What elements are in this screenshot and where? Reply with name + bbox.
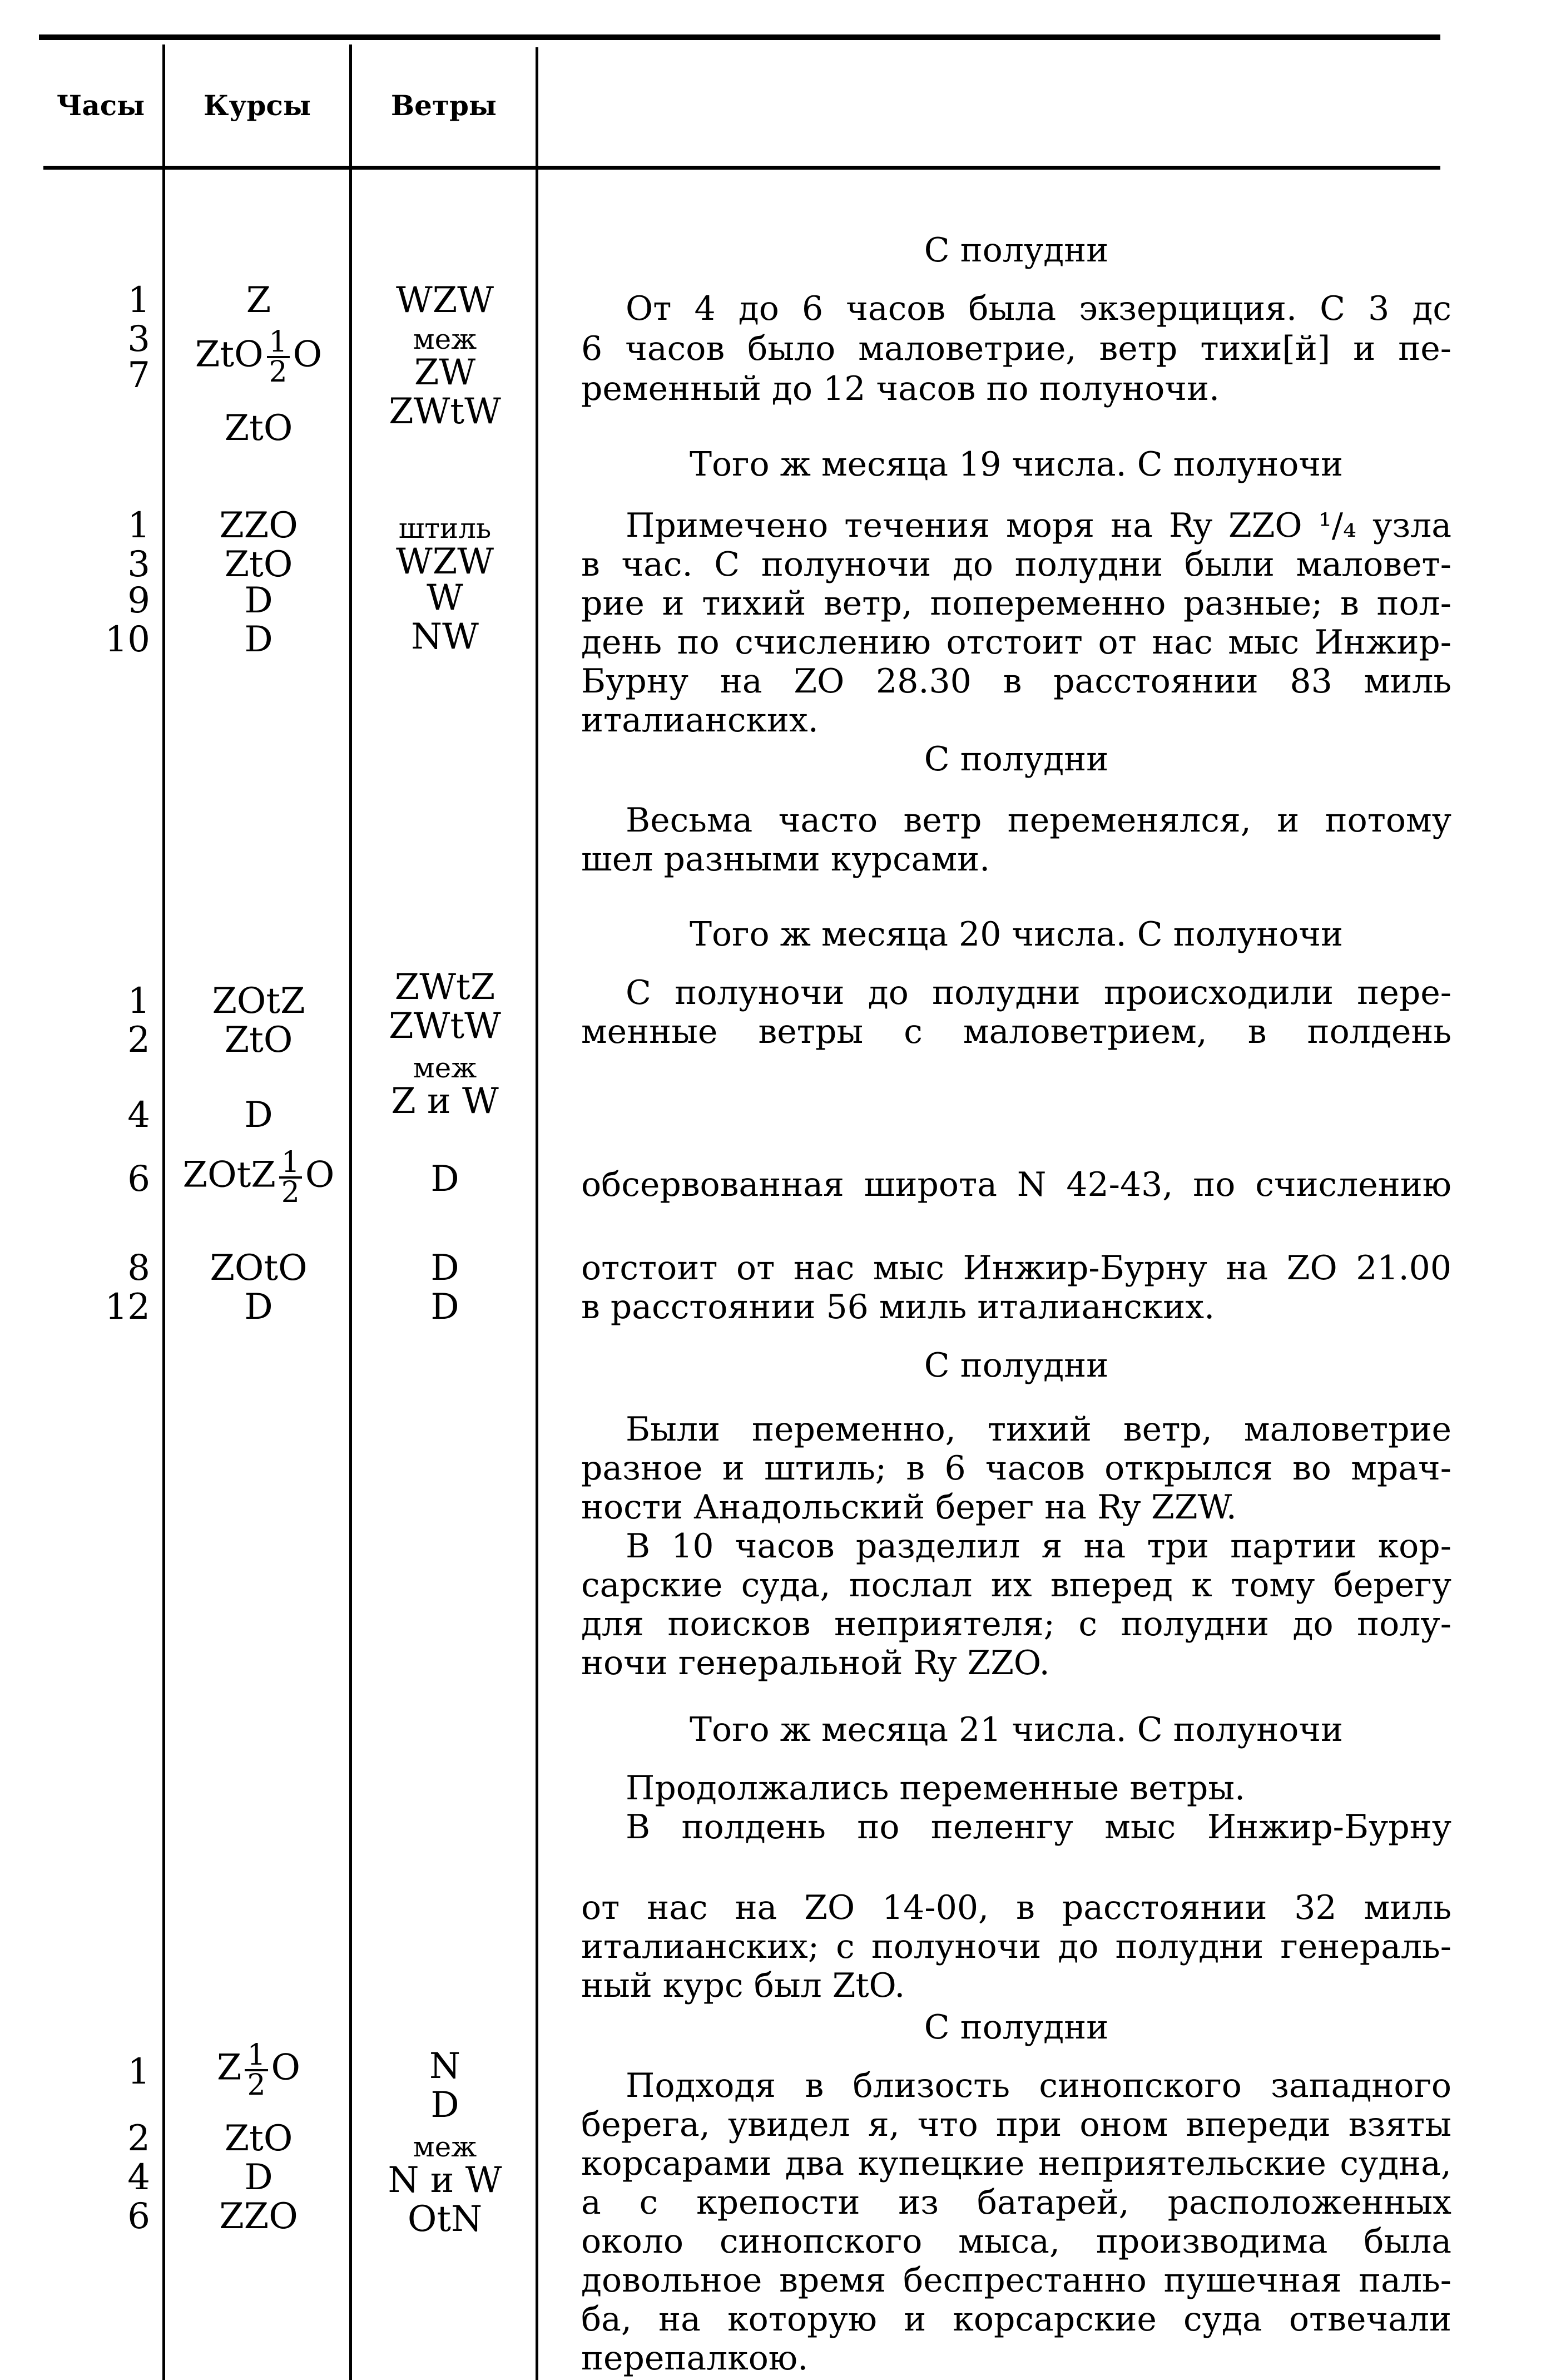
course-value: ZtO — [195, 334, 264, 375]
wind-cell — [353, 1007, 537, 1046]
remark-line: С полуночи до полудни происходили пере- — [626, 973, 1451, 1012]
remark-line: италианских. — [581, 701, 819, 740]
hour-value: 1 — [127, 981, 150, 1022]
wind-value: меж — [413, 1052, 477, 1084]
remark-line: а с крепости из батарей, расположенных — [581, 2183, 1451, 2222]
remark-line: Продолжались переменные ветры. — [626, 1769, 1246, 1808]
remark-line: италианских; с полуночи до полудни генераль- — [581, 1927, 1451, 1966]
course-cell — [167, 281, 350, 320]
course-cell — [167, 1249, 350, 1288]
remark-line: обсервованная широта N 42-43, по счислению — [581, 1165, 1451, 1204]
course-value: Z — [246, 280, 271, 321]
hour-cell — [50, 1249, 161, 1288]
remark-line: довольное время беспрестанно пушечная паль- — [581, 2261, 1451, 2300]
wind-cell — [353, 2086, 537, 2125]
remark-line: ный курс был ZtO. — [581, 1966, 905, 2005]
course-cell — [167, 1096, 350, 1135]
remark-line: корсарами два купецкие неприятельские судна, — [581, 2144, 1451, 2183]
remark-line: менные ветры с маловетрием, в полдень — [581, 1012, 1451, 1051]
wind-value: Z и W — [391, 1081, 499, 1122]
wind-cell — [353, 1288, 537, 1327]
wind-value: N — [429, 2046, 460, 2087]
course-cell — [167, 581, 350, 620]
hour-cell — [50, 320, 161, 359]
wind-value: меж — [413, 2131, 477, 2163]
wind-value: WZW — [395, 280, 494, 321]
hour-cell — [50, 2158, 161, 2197]
hour-cell — [50, 620, 161, 659]
remark-line: от нас на ZO 14-00, в расстоянии 32 миль — [581, 1888, 1451, 1927]
wind-cell — [353, 578, 537, 617]
remark-line: ременный до 12 часов по полуночи. — [581, 369, 1220, 408]
fraction-numerator: 1 — [245, 2041, 267, 2071]
remark-line: шел разными курсами. — [581, 840, 990, 879]
wind-value: OtN — [407, 2199, 483, 2240]
course-cell — [167, 2119, 350, 2158]
hour-value: 6 — [127, 2196, 150, 2237]
section-heading: С полудни — [924, 740, 1109, 779]
hour-cell — [50, 545, 161, 584]
course-cell — [167, 2158, 350, 2197]
hour-value: 3 — [127, 544, 150, 585]
course-value: ZtO — [224, 408, 293, 449]
hour-value: 6 — [127, 1159, 150, 1200]
hour-cell — [50, 1021, 161, 1060]
hour-cell — [50, 2119, 161, 2158]
hour-cell — [50, 356, 161, 395]
hour-value: 8 — [127, 1248, 150, 1289]
hour-value: 12 — [105, 1287, 150, 1328]
wind-value: меж — [413, 323, 477, 355]
remark-line: отстоит от нас мыс Инжир-Бурну на ZO 21.00 — [581, 1249, 1451, 1288]
wind-value: ZWtW — [389, 391, 501, 432]
wind-value: D — [430, 1248, 459, 1289]
wind-cell — [353, 281, 537, 320]
course-cell — [167, 982, 350, 1021]
course-cell — [167, 325, 350, 389]
wind-cell — [353, 968, 537, 1007]
course-value: ZZO — [219, 2196, 298, 2237]
course-cell — [167, 1021, 350, 1060]
hour-value: 2 — [127, 2118, 150, 2159]
wind-value: D — [430, 1159, 459, 1200]
wind-cell — [353, 2047, 537, 2086]
course-value: ZOtO — [210, 1248, 308, 1289]
remark-line: 6 часов было маловетрие, ветр тихи[й] и пе- — [581, 329, 1451, 368]
remark-line: сарские суда, послал их вперед к тому берегу — [581, 1566, 1451, 1605]
course-cell — [167, 2038, 350, 2102]
section-heading: Того ж месяца 21 числа. С полуночи — [689, 1710, 1344, 1749]
remark-line: Бурну на ZO 28.30 в расстоянии 83 миль — [581, 662, 1451, 701]
wind-cell — [353, 353, 537, 392]
remark-line: рие и тихий ветр, попеременно разные; в пол- — [581, 584, 1451, 623]
hour-cell — [50, 506, 161, 545]
course-value: D — [244, 619, 273, 660]
wind-value: WZW — [395, 541, 494, 582]
remark-line: разное и штиль; в 6 часов открылся во мрач- — [581, 1449, 1451, 1488]
hour-cell — [50, 2052, 161, 2091]
hour-cell — [50, 581, 161, 620]
course-cell — [167, 409, 350, 448]
remark-line: Были переменно, тихий ветр, маловетрие — [626, 1410, 1451, 1449]
wind-cell — [353, 542, 537, 581]
remark-line: берега, увидел я, что при оном впереди взяты — [581, 2105, 1451, 2144]
section-heading: Того ж месяца 20 числа. С полуночи — [689, 915, 1344, 954]
wind-cell — [353, 1160, 537, 1199]
wind-value: N и W — [388, 2160, 502, 2201]
hour-value: 1 — [127, 2051, 150, 2092]
section-heading: С полудни — [924, 1346, 1109, 1385]
remark-line: около синопского мыса, производима была — [581, 2222, 1451, 2261]
fraction-suffix: O — [271, 2047, 301, 2089]
wind-value: D — [430, 1287, 459, 1328]
course-cell — [167, 1146, 350, 1209]
course-value: ZtO — [224, 544, 293, 585]
wind-value: ZWtW — [389, 1006, 501, 1047]
remark-line: В 10 часов разделил я на три партии кор- — [626, 1527, 1451, 1566]
header-hours: Часы — [56, 89, 145, 122]
hour-cell — [50, 1288, 161, 1327]
remark-line: Примечено течения моря на Ry ZZO ¹/₄ узла — [626, 506, 1451, 545]
course-cell — [167, 506, 350, 545]
wind-cell — [353, 1249, 537, 1288]
course-cell — [167, 2197, 350, 2236]
course-value: D — [244, 580, 273, 621]
wind-cell — [353, 392, 537, 431]
remark-line: Весьма часто ветр переменялся, и потому — [626, 801, 1451, 840]
remark-line: От 4 до 6 часов была экзерциция. С 3 дс — [626, 289, 1451, 328]
course-value: D — [244, 1095, 273, 1136]
table-top-rule — [39, 34, 1440, 40]
course-value: ZtO — [224, 1020, 293, 1061]
course-cell — [167, 545, 350, 584]
hour-value: 7 — [127, 355, 150, 396]
fraction-denominator: 2 — [247, 2069, 266, 2102]
fraction — [267, 325, 290, 389]
hour-cell — [50, 281, 161, 320]
section-heading: Того ж месяца 19 числа. С полуночи — [689, 445, 1344, 484]
fraction — [279, 1146, 302, 1209]
course-cell — [167, 1288, 350, 1327]
wind-value: W — [427, 577, 463, 618]
hour-cell — [50, 1096, 161, 1135]
hour-cell — [50, 982, 161, 1021]
hour-value: 2 — [127, 1020, 150, 1061]
remark-line: перепалкою. — [581, 2339, 809, 2378]
wind-value: NW — [411, 616, 479, 657]
remark-line: Подходя в близость синопского западного — [626, 2066, 1451, 2105]
remark-line: в расстоянии 56 миль италианских. — [581, 1288, 1215, 1327]
hour-value: 1 — [127, 505, 150, 546]
course-value: ZtO — [224, 2118, 293, 2159]
wind-value: штиль — [398, 512, 492, 545]
fraction-denominator: 2 — [281, 1176, 300, 1209]
hour-cell — [50, 1160, 161, 1199]
table-header-rule — [43, 166, 1440, 170]
remark-line: день по счислению отстоит от нас мыс Инжир- — [581, 623, 1451, 662]
remark-line: в час. С полуночи до полудни были маловет- — [581, 545, 1451, 584]
column-divider-hours — [162, 44, 165, 2380]
wind-value: D — [430, 2085, 459, 2126]
hour-value: 10 — [105, 619, 150, 660]
hour-value: 4 — [127, 1095, 150, 1136]
remark-line: ности Анадольский берег на Ry ZZW. — [581, 1488, 1237, 1527]
course-value: ZZO — [219, 505, 298, 546]
hour-value: 4 — [127, 2157, 150, 2198]
fraction — [245, 2038, 267, 2102]
remark-line: ночи генеральной Ry ZZO. — [581, 1644, 1050, 1683]
hour-value: 1 — [127, 280, 150, 321]
course-value: Z — [216, 2047, 242, 2089]
course-value: D — [244, 1287, 273, 1328]
course-value: ZOtZ — [182, 1154, 276, 1196]
wind-cell — [353, 617, 537, 656]
course-value: D — [244, 2157, 273, 2198]
remark-line: для поисков неприятеля; с полудни до полу- — [581, 1605, 1451, 1644]
section-heading: С полудни — [924, 231, 1109, 270]
fraction-denominator: 2 — [269, 355, 288, 389]
hour-value: 3 — [127, 319, 150, 360]
wind-cell — [353, 2200, 537, 2239]
wind-cell — [353, 1082, 537, 1121]
fraction-numerator: 1 — [279, 1149, 302, 1179]
fraction-suffix: O — [293, 334, 323, 375]
course-cell — [167, 620, 350, 659]
hour-value: 9 — [127, 580, 150, 621]
wind-value: ZW — [414, 352, 476, 393]
hour-cell — [50, 2197, 161, 2236]
remark-line: ба, на которую и корсарские суда отвечали — [581, 2300, 1451, 2339]
remark-line: В полдень по пеленгу мыс Инжир-Бурну — [626, 1808, 1451, 1847]
header-winds: Ветры — [390, 89, 497, 122]
fraction-suffix: O — [305, 1154, 335, 1196]
section-heading: С полудни — [924, 2008, 1109, 2047]
header-courses: Курсы — [203, 89, 311, 122]
course-value: ZOtZ — [212, 981, 305, 1022]
fraction-numerator: 1 — [267, 328, 290, 358]
column-divider-courses — [349, 44, 352, 2380]
wind-cell — [353, 2161, 537, 2200]
wind-value: ZWtZ — [394, 967, 495, 1008]
